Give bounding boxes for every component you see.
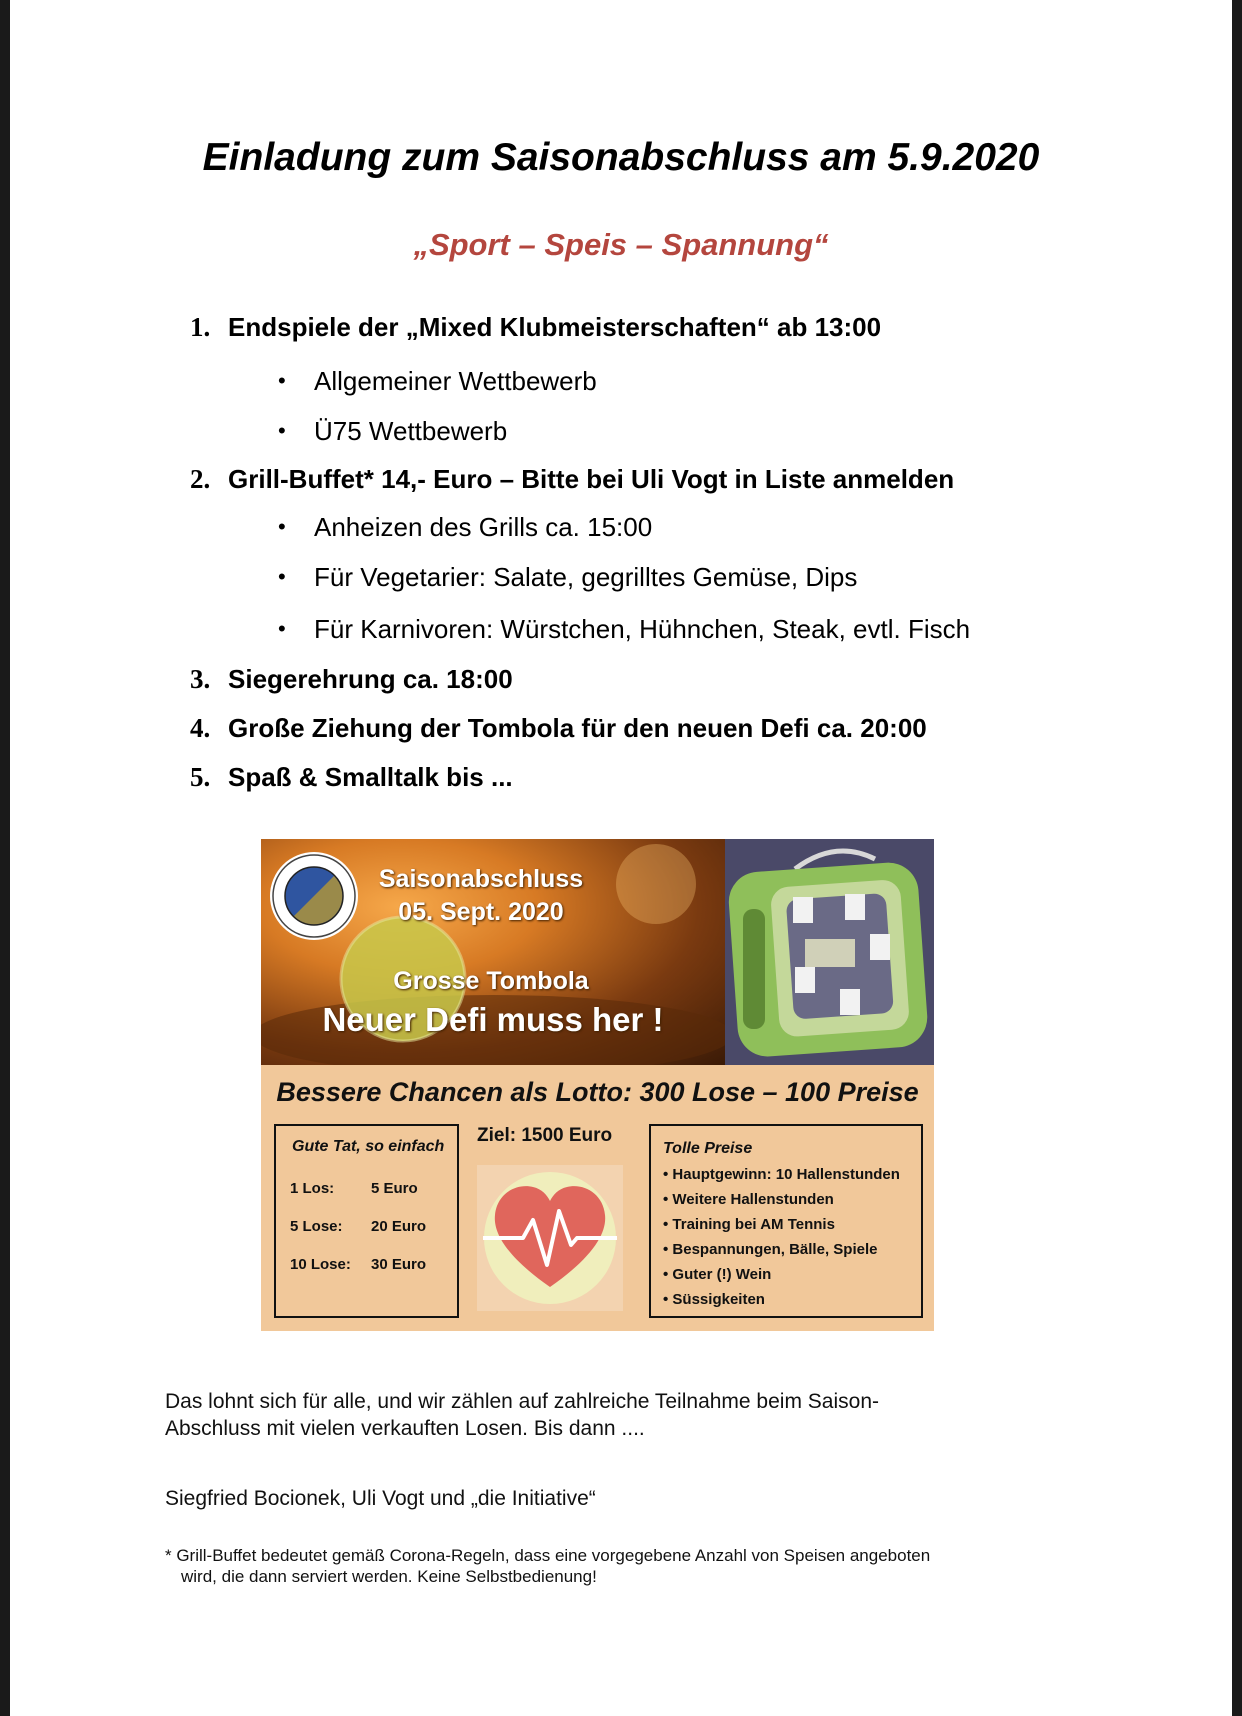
agenda-text: Spaß & Smalltalk bis ... bbox=[228, 762, 513, 792]
agenda-text: Grill-Buffet* 14,- Euro – Bitte bei Uli Vogt in Liste anmelden bbox=[228, 464, 955, 494]
banner-defi-line: Neuer Defi muss her ! bbox=[322, 1001, 664, 1038]
agenda-number: 4. bbox=[190, 713, 211, 743]
agenda-bullet: Ü75 Wettbewerb bbox=[314, 416, 508, 446]
bullet-icon: • bbox=[278, 418, 286, 443]
price-value: 30 Euro bbox=[371, 1256, 427, 1273]
banner-photo-area bbox=[261, 839, 934, 1065]
agenda-text: Große Ziehung der Tombola für den neuen Defi ca. 20:00 bbox=[228, 713, 927, 743]
prize-item: • Training bei AM Tennis bbox=[663, 1216, 835, 1233]
bullet-icon: • bbox=[278, 514, 286, 539]
price-qty: 1 Los: bbox=[290, 1180, 335, 1197]
tombola-banner bbox=[261, 839, 934, 1331]
banner-title-line2: 05. Sept. 2020 bbox=[398, 898, 564, 926]
signature: Siegfried Bocionek, Uli Vogt und „die Initiative“ bbox=[165, 1487, 596, 1510]
prize-item: • Bespannungen, Bälle, Spiele bbox=[663, 1241, 878, 1258]
prize-item: • Süssigkeiten bbox=[663, 1291, 765, 1308]
bullet-icon: • bbox=[278, 616, 286, 641]
prize-item: • Guter (!) Wein bbox=[663, 1266, 772, 1283]
club-logo bbox=[269, 851, 359, 941]
prize-box-title: Tolle Preise bbox=[663, 1140, 753, 1157]
agenda-bullet: Anheizen des Grills ca. 15:00 bbox=[314, 512, 653, 542]
heart-icon bbox=[477, 1165, 623, 1311]
goal-label: Ziel: 1500 Euro bbox=[477, 1125, 613, 1146]
closing-paragraph bbox=[165, 1388, 1125, 1442]
bullet-icon: • bbox=[278, 564, 286, 589]
agenda-number: 2. bbox=[190, 464, 211, 494]
agenda-text: Endspiele der „Mixed Klubmeisterschaften“ ab 13:00 bbox=[228, 312, 882, 342]
agenda-number: 1. bbox=[190, 312, 211, 342]
document-page bbox=[10, 0, 1232, 1716]
banner-headline: Bessere Chancen als Lotto: 300 Lose – 100 Preise bbox=[276, 1077, 919, 1107]
defibrillator-icon bbox=[725, 839, 934, 1065]
price-value: 5 Euro bbox=[371, 1180, 418, 1197]
agenda-text: Siegerehrung ca. 18:00 bbox=[228, 664, 513, 694]
footnote bbox=[165, 1545, 1105, 1587]
price-qty: 10 Lose: bbox=[290, 1256, 351, 1273]
agenda-number: 5. bbox=[190, 762, 211, 792]
document-subtitle: „Sport – Speis – Spannung“ bbox=[413, 227, 829, 262]
banner-title-line1: Saisonabschluss bbox=[378, 865, 584, 893]
banner-tombola-label: Grosse Tombola bbox=[393, 967, 589, 995]
closing-line: Abschluss mit vielen verkauften Losen. Bis dann .... bbox=[165, 1417, 645, 1440]
footnote-line: * Grill-Buffet bedeutet gemäß Corona-Regeln, dass eine vorgegebene Anzahl von Speisen angeboten bbox=[165, 1546, 931, 1565]
price-value: 20 Euro bbox=[371, 1218, 427, 1235]
footnote-line: wird, die dann serviert werden. Keine Selbstbedienung! bbox=[181, 1567, 597, 1586]
document-title: Einladung zum Saisonabschluss am 5.9.2020 bbox=[202, 136, 1040, 179]
agenda-bullet: Für Vegetarier: Salate, gegrilltes Gemüse, Dips bbox=[314, 562, 858, 592]
prize-item: • Hauptgewinn: 10 Hallenstunden bbox=[663, 1166, 900, 1183]
bullet-icon: • bbox=[278, 368, 286, 393]
price-box bbox=[274, 1124, 459, 1318]
defibrillator-photo bbox=[725, 839, 934, 1065]
prize-item: • Weitere Hallenstunden bbox=[663, 1191, 834, 1208]
agenda-number: 3. bbox=[190, 664, 211, 694]
price-qty: 5 Lose: bbox=[290, 1218, 343, 1235]
prize-box bbox=[649, 1124, 923, 1318]
price-box-title: Gute Tat, so einfach bbox=[292, 1138, 445, 1155]
agenda-bullet: Für Karnivoren: Würstchen, Hühnchen, Steak, evtl. Fisch bbox=[314, 614, 971, 644]
closing-line: Das lohnt sich für alle, und wir zählen auf zahlreiche Teilnahme beim Saison- bbox=[165, 1390, 879, 1413]
tennis-ball-photo bbox=[261, 839, 725, 1065]
agenda-bullet: Allgemeiner Wettbewerb bbox=[314, 366, 597, 396]
